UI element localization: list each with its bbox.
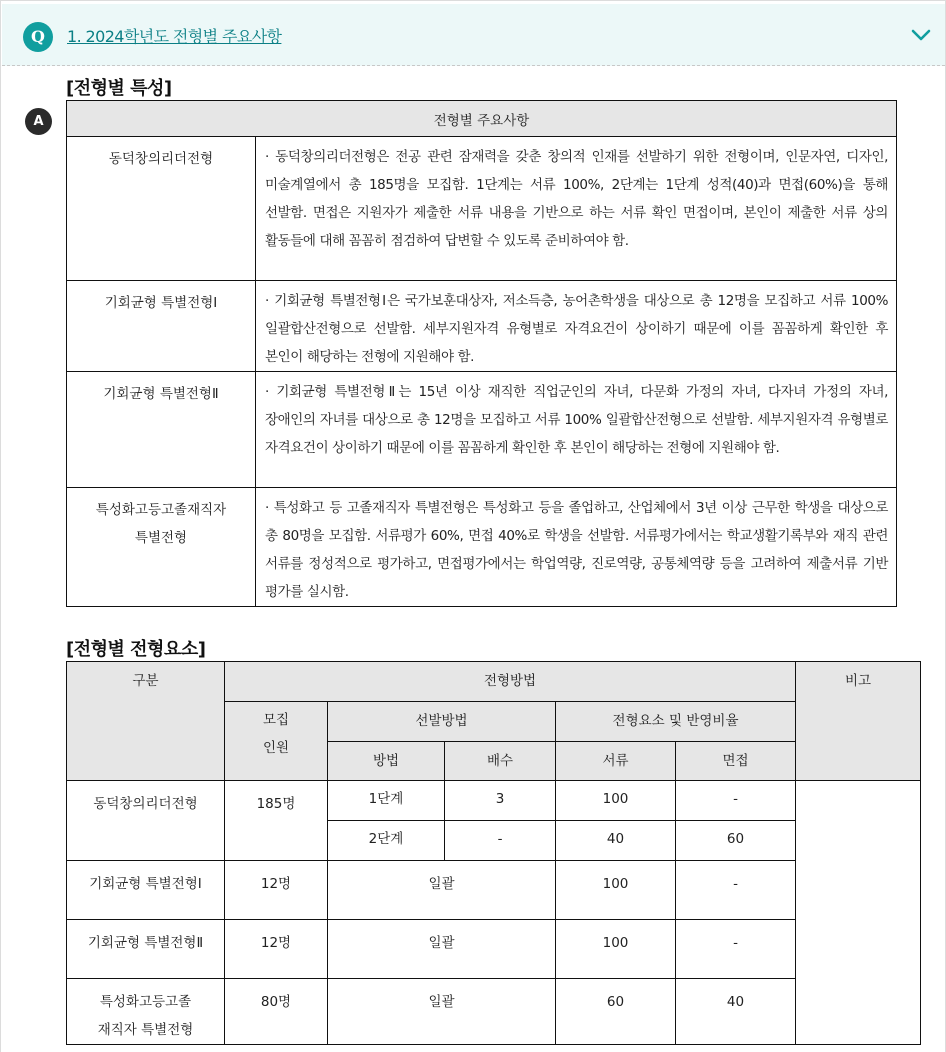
row-description: · 기회균형 특별전형Ⅰ은 국가보훈대상자, 저소득층, 농어촌학생을 대상으로 총 12명을 모집하고 서류 100% 일괄합산전형으로 선발함. 세부지원자격 유형별로 자격요건이 상이하기 때문에 이를 꼼꼼하게 확인한 후 본인이 해당하는 전형에 지원해야 함. (256, 281, 897, 372)
row-count: 12명 (225, 861, 328, 920)
row-docs: 40 (556, 821, 676, 861)
row-count: 12명 (225, 920, 328, 979)
table-row (67, 979, 921, 1045)
question-title-link[interactable]: 1. 2024학년도 전형별 주요사항 (67, 27, 282, 46)
row-count: 185명 (225, 781, 328, 861)
section-title-characteristics: [전형별 특성] (66, 78, 172, 99)
header-elements: 전형요소 및 반영비율 (556, 702, 796, 742)
row-way: 일괄 (328, 979, 556, 1045)
row-name: 기회균형 특별전형Ⅱ (67, 372, 256, 488)
row-name-line1: 특성화고등고졸 (99, 994, 192, 1010)
answer-badge: A (25, 108, 52, 135)
table-row (67, 781, 921, 821)
row-name: 기회균형 특별전형Ⅰ (67, 861, 225, 920)
table-header-main-points: 전형별 주요사항 (67, 101, 897, 137)
row-way: 1단계 (328, 781, 445, 821)
header-note: 비고 (796, 662, 921, 781)
row-description: · 특성화고 등 고졸재직자 특별전형은 특성화고 등을 졸업하고, 산업체에서 3년 이상 근무한 학생을 대상으로 총 80명을 모집함. 서류평가 60%, 면접 40%로 학생을 선발함. 서류평가에서는 학교생활기록부와 재직 관련 서류를 정성적으로 평가하고, 면접평가에서는 학업역량, 진로역량, 공통체역량 등을 고려하여 제출서류 기반 평가를 실시함. (256, 488, 897, 607)
table-row (67, 488, 897, 607)
row-way: 2단계 (328, 821, 445, 861)
row-interview: 40 (676, 979, 796, 1045)
row-way: 일괄 (328, 861, 556, 920)
section-title-elements: [전형별 전형요소] (66, 639, 206, 660)
header-selection: 선발방법 (328, 702, 556, 742)
header-way: 방법 (328, 742, 445, 781)
row-docs: 100 (556, 920, 676, 979)
row-name: 기회균형 특별전형Ⅱ (67, 920, 225, 979)
row-way: 일괄 (328, 920, 556, 979)
header-recruit-line2: 인원 (262, 740, 290, 756)
row-docs: 60 (556, 979, 676, 1045)
row-name: 동덕창의리더전형 (67, 781, 225, 861)
row-interview: - (676, 781, 796, 821)
row-name (67, 979, 225, 1045)
row-interview: - (676, 920, 796, 979)
row-name: 동덕창의리더전형 (67, 137, 256, 281)
faq-question-header[interactable] (2, 4, 945, 66)
row-name (67, 488, 256, 607)
row-multiple: - (445, 821, 556, 861)
row-count: 80명 (225, 979, 328, 1045)
header-multiple: 배수 (445, 742, 556, 781)
chevron-down-icon[interactable] (911, 28, 931, 42)
header-recruit-line1: 모집 (262, 712, 290, 728)
row-interview: - (676, 861, 796, 920)
row-multiple: 3 (445, 781, 556, 821)
header-category: 구분 (67, 662, 225, 781)
table-row (67, 137, 897, 281)
row-description: · 동덕창의리더전형은 전공 관련 잠재력을 갖춘 창의적 인재를 선발하기 위한 전형이며, 인문자연, 디자인, 미술계열에서 총 185명을 모집함. 1단계는 서류 100%, 2단계는 1단계 성적(40)과 면접(60%)을 통해 선발함. 면접은 지원자가 제출한 서류 내용을 기반으로 하는 서류 확인 면접이며, 본인이 제출한 서류 상의 활동들에 대해 꼼꼼히 점검하여 답변할 수 있도록 준비하여야 함. (256, 137, 897, 281)
header-docs: 서류 (556, 742, 676, 781)
table-row (67, 920, 921, 979)
row-name: 기회균형 특별전형Ⅰ (67, 281, 256, 372)
table-row (67, 281, 897, 372)
characteristics-table (66, 100, 897, 607)
question-badge: Q (23, 22, 53, 52)
header-method: 전형방법 (225, 662, 796, 702)
elements-table (66, 661, 921, 1045)
row-description: · 기회균형 특별전형Ⅱ는 15년 이상 재직한 직업군인의 자녀, 다문화 가정의 자녀, 다자녀 가정의 자녀, 장애인의 자녀를 대상으로 총 12명을 모집하고 서류 100% 일괄합산전형으로 선발함. 세부지원자격 유형별로 자격요건이 상이하기 때문에 이를 꼼꼼하게 확인한 후 본인이 해당하는 전형에 지원해야 함. (256, 372, 897, 488)
row-name-line2: 특별전형 (134, 530, 188, 546)
row-name-line1: 특성화고등고졸재직자 (95, 502, 227, 518)
row-name-line2: 재직자 특별전형 (97, 1022, 194, 1038)
table-row (67, 861, 921, 920)
header-recruit-count (225, 702, 328, 781)
row-docs: 100 (556, 861, 676, 920)
row-note (796, 781, 921, 1045)
table-row (67, 372, 897, 488)
header-interview: 면접 (676, 742, 796, 781)
row-interview: 60 (676, 821, 796, 861)
row-docs: 100 (556, 781, 676, 821)
